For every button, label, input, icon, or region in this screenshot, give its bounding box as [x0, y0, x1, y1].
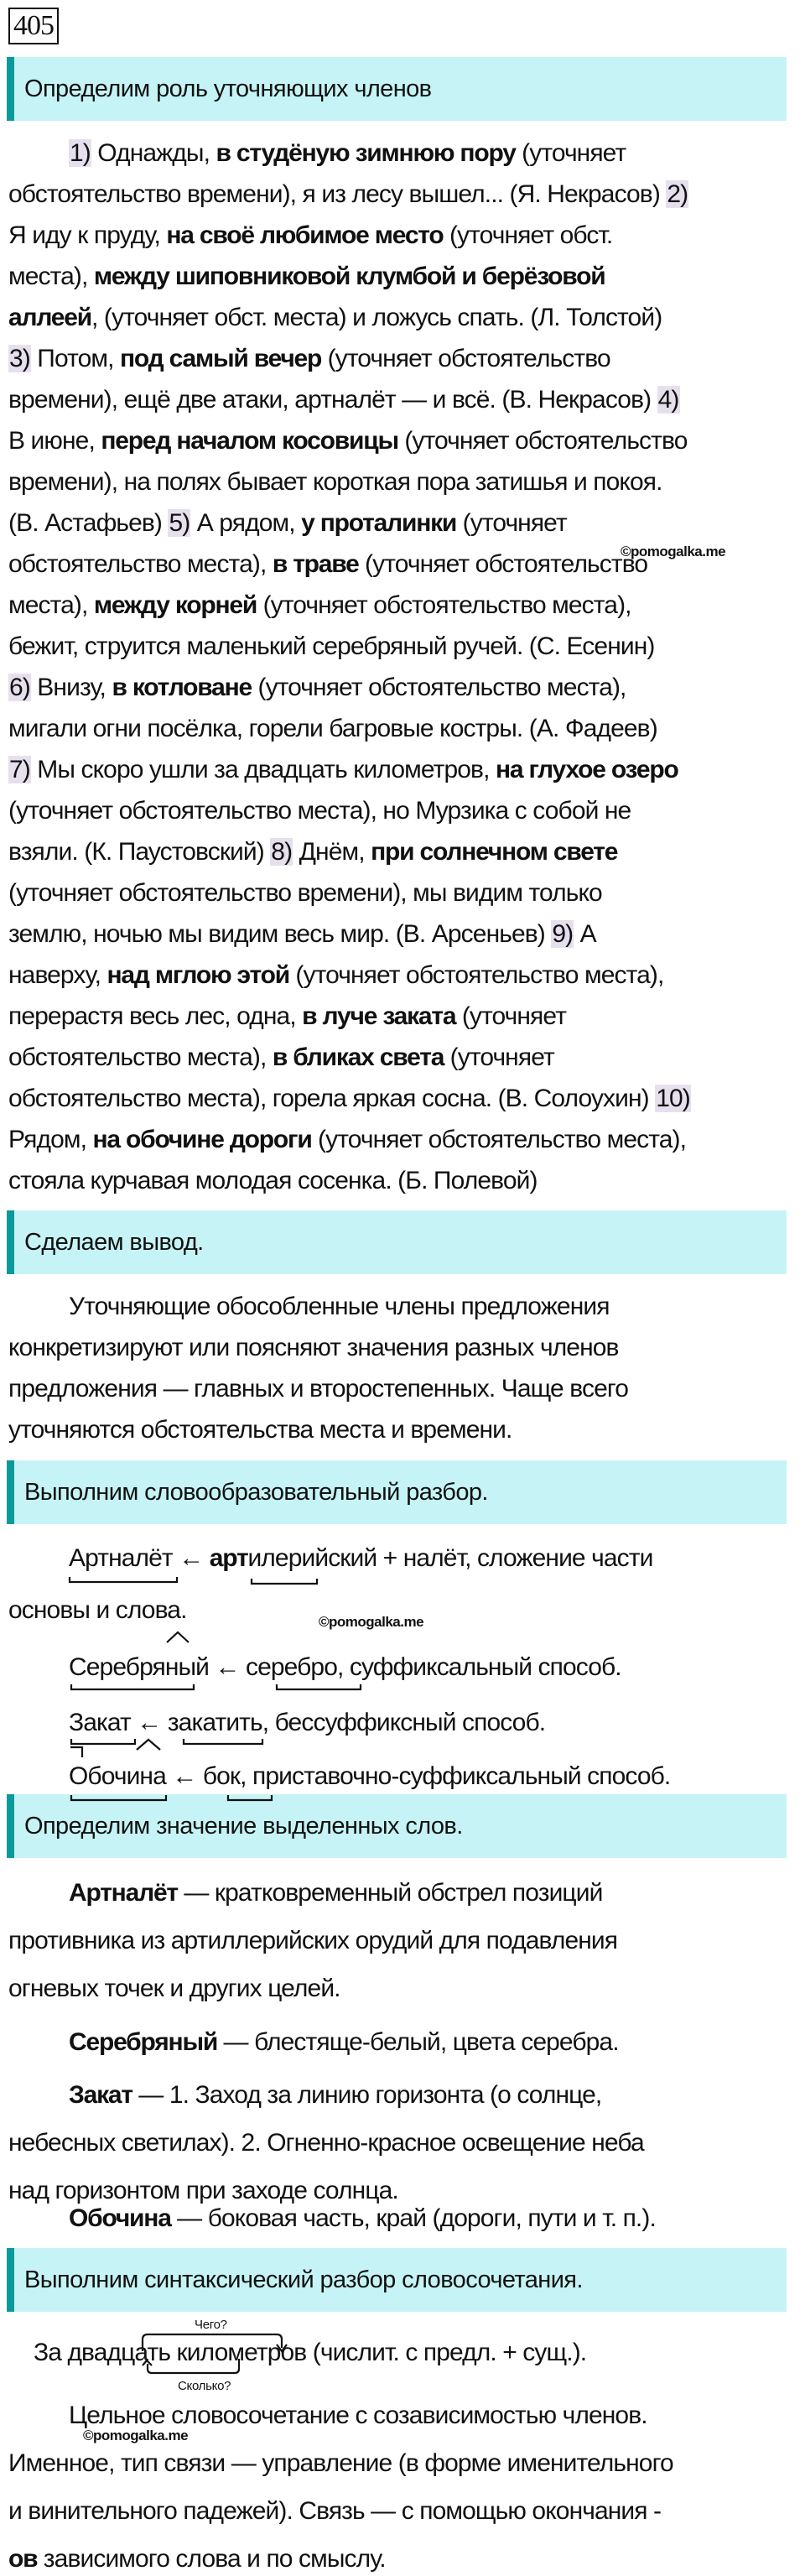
text-run: обстоятельство времени), я из лесу вышел... (Я. Некрасов) — [8, 180, 667, 208]
text-run: предложения — главных и второстепенных. Чаще всего — [8, 1375, 629, 1402]
highlighted-phrase: аллеей — [8, 304, 92, 331]
text-line — [69, 2079, 601, 2112]
text-line — [8, 1372, 628, 1406]
text-line — [8, 794, 631, 828]
highlighted-phrase: Обочина — [69, 2204, 171, 2232]
highlighted-phrase: на своё любимое место — [166, 221, 444, 249]
section-header — [7, 1210, 787, 1274]
text-run: (уточняет обстоятельство места), — [288, 961, 664, 989]
highlighted-phrase: в траве — [272, 550, 359, 578]
text-run: (уточняет обстоятельство места), но Мурзика с собой не — [8, 797, 631, 825]
highlighted-phrase: перед началом косовицы — [101, 427, 398, 455]
root-mark-icon — [252, 1579, 317, 1584]
text-run: (уточняет обстоятельство места), — [252, 674, 626, 701]
watermark: ©pomogalka.me — [319, 1614, 424, 1630]
text-run: (уточняет — [444, 1043, 554, 1071]
text-line — [8, 2542, 386, 2576]
text-run: Закат ← закатить, бессуффиксный способ. — [69, 1709, 546, 1736]
text-line — [69, 1876, 602, 1910]
text-line — [8, 1000, 566, 1033]
text-line — [8, 301, 662, 335]
highlighted-phrase: в котловане — [112, 674, 252, 701]
highlighted-phrase: при солнечном свете — [371, 838, 618, 866]
highlighted-phrase: арт — [209, 1544, 248, 1572]
text-line — [8, 918, 596, 951]
text-line — [8, 2447, 673, 2480]
text-line — [8, 178, 688, 211]
text-run: мигали огни посёлка, горели багровые костры. (А. Фадеев) — [8, 715, 657, 742]
watermark: ©pomogalka.me — [83, 2428, 189, 2443]
highlighted-phrase: над мглою этой — [106, 961, 289, 989]
section-header — [7, 57, 787, 121]
text-run: зависимого слова и по смыслу. — [37, 2545, 386, 2573]
text-run: над горизонтом при заходе солнца. — [8, 2177, 398, 2204]
text-run: времени), ещё две атаки, артналёт — и всё. (В. Некрасов) — [8, 386, 657, 414]
text-run: (уточняет обстоятельство — [397, 427, 688, 455]
sentence-number: 1) — [70, 139, 91, 167]
suffix-mark-icon — [137, 1740, 160, 1750]
text-run: обстоятельство места), — [8, 550, 273, 578]
text-line — [8, 1041, 554, 1075]
text-run: (уточняет — [456, 509, 567, 537]
text-line — [8, 877, 602, 910]
text-line — [8, 1123, 686, 1157]
text-run: , (уточняет обст. места) и ложусь спать. (Л. Толстой) — [91, 304, 662, 331]
text-run: времени), на полях бывает короткая пора затишья и покоя. — [8, 468, 662, 496]
text-run: Обочина ← бок, приставочно-суффиксальный способ. — [69, 1762, 671, 1790]
text-run: За двадцать километров (числит. с предл. + сущ.). — [34, 2339, 587, 2366]
text-run: конкретизируют или поясняют значения разных членов — [8, 1334, 619, 1361]
text-line — [8, 1594, 187, 1627]
text-run: — 1. Заход за линию горизонта (о солнце, — [132, 2081, 602, 2109]
highlighted-phrase: под самый вечер — [119, 345, 322, 372]
highlighted-phrase: в луче заката — [302, 1002, 456, 1030]
text-run: Внизу, — [30, 674, 112, 701]
suffix-mark-icon — [167, 1632, 189, 1642]
text-run: и винительного падежей). Связь — с помощью окончания - — [8, 2497, 662, 2525]
text-run: Серебряный ← серебро, суффиксальный способ. — [69, 1653, 621, 1681]
text-line — [8, 1164, 538, 1198]
text-line — [34, 2336, 586, 2370]
text-run: Рядом, — [8, 1126, 93, 1153]
text-line — [8, 753, 678, 787]
text-line — [8, 507, 567, 540]
text-run: (уточняет обстоятельство — [358, 550, 648, 578]
text-run: Артналёт ← — [69, 1544, 210, 1572]
text-line — [69, 2026, 619, 2059]
highlighted-phrase: на обочине дороги — [92, 1126, 312, 1153]
highlighted-phrase: ов — [8, 2545, 38, 2573]
task-number: 405 — [8, 8, 59, 44]
text-run: Потом, — [30, 345, 120, 372]
text-run: основы и слова. — [8, 1596, 187, 1624]
text-run: взяли. (К. Паустовский) — [8, 838, 271, 866]
text-run: илерийский + налёт, сложение части — [247, 1544, 653, 1572]
section-header-title: Определим роль уточняющих членов — [24, 75, 432, 102]
text-line — [8, 671, 626, 705]
text-run: — кратковременный обстрел позиций — [177, 1879, 603, 1907]
text-line — [8, 424, 687, 458]
text-line — [8, 712, 657, 746]
text-run: Однажды, — [91, 139, 216, 167]
text-line — [8, 1413, 512, 1447]
highlighted-phrase: на глухое озеро — [495, 756, 678, 783]
highlighted-phrase: Артналёт — [69, 1879, 178, 1907]
text-run: Цельное словосочетание с созависимостью членов. — [69, 2402, 647, 2429]
highlighted-phrase: Серебряный — [69, 2028, 218, 2056]
text-run: уточняются обстоятельства места и времени. — [8, 1416, 512, 1444]
text-run: (уточняет — [455, 1002, 567, 1030]
question-top-label: Чего? — [195, 2318, 227, 2332]
text-line — [8, 260, 605, 294]
text-run: А рядом, — [190, 509, 302, 537]
watermark: ©pomogalka.me — [621, 544, 726, 559]
text-run: Днём, — [293, 838, 371, 866]
text-run: стояла курчавая молодая сосенка. (Б. Полевой) — [8, 1167, 538, 1194]
text-line — [8, 548, 647, 581]
text-run: места), — [8, 263, 94, 290]
section-header — [7, 1460, 787, 1524]
text-line — [69, 1542, 652, 1575]
text-line — [69, 137, 626, 170]
root-mark-icon — [70, 1577, 177, 1582]
highlighted-phrase: в бликах света — [272, 1043, 444, 1071]
text-line — [8, 383, 680, 417]
text-line — [8, 1924, 617, 1958]
highlighted-phrase: между корней — [93, 591, 257, 619]
text-line — [8, 835, 617, 869]
text-line — [8, 342, 610, 376]
stem-mark-icon — [71, 1684, 194, 1689]
prefix-mark-icon — [70, 1747, 82, 1757]
section-header-title: Определим значение выделенных слов. — [24, 1813, 463, 1840]
text-run: (уточняет обстоятельство — [321, 345, 610, 372]
text-run: землю, ночью мы видим весь мир. (В. Арсеньев) — [8, 920, 552, 948]
text-run: Я иду к пруду, — [8, 221, 167, 249]
highlighted-phrase: у проталинки — [301, 509, 457, 537]
text-line — [8, 1331, 619, 1365]
text-run: В июне, — [8, 427, 101, 455]
text-run: — боковая часть, край (дороги, пути и т. п.). — [170, 2204, 656, 2232]
text-run: (уточняет обстоятельство места), — [311, 1126, 687, 1153]
text-line — [8, 219, 612, 252]
text-line — [69, 2202, 656, 2235]
sentence-number: 2) — [667, 180, 688, 208]
text-run: огневых точек и других целей. — [8, 1975, 340, 2002]
text-run: бежит, струится маленький серебряный ручей. (С. Есенин) — [8, 632, 655, 660]
text-line — [8, 2126, 644, 2160]
section-header-title: Сделаем вывод. — [24, 1229, 204, 1256]
section-header — [7, 2248, 787, 2312]
text-run: А — [574, 920, 596, 948]
text-run: (уточняет обстоятельство места), — [257, 591, 631, 619]
text-run: места), — [8, 591, 94, 619]
question-bottom-label: Сколько? — [178, 2379, 231, 2393]
text-line — [8, 959, 663, 992]
sentence-number: 10) — [656, 1085, 690, 1112]
section-header — [7, 1794, 787, 1858]
text-run: наверху, — [8, 961, 107, 989]
text-run: противника из артиллерийских орудий для подавления — [8, 1927, 618, 1954]
text-line — [69, 1290, 610, 1324]
text-line — [69, 1651, 621, 1684]
text-line — [8, 2495, 661, 2528]
text-run: небесных светилах). 2. Огненно-красное освещение неба — [8, 2129, 644, 2157]
text-run: обстоятельство места), горела яркая сосна. (В. Солоухин) — [8, 1085, 656, 1112]
sentence-number: 9) — [552, 920, 574, 948]
text-line — [8, 1082, 691, 1116]
text-run: Уточняющие обособленные члены предложения — [69, 1293, 610, 1320]
highlighted-phrase: между шиповниковой клумбой и берёзовой — [93, 263, 605, 290]
stem-mark-icon — [277, 1684, 361, 1689]
text-run: (уточняет обст. — [443, 221, 613, 249]
text-line — [8, 466, 662, 499]
highlighted-phrase: в студёную зимнюю пору — [216, 139, 516, 167]
text-run: (уточняет обстоятельство времени), мы видим только — [8, 879, 602, 907]
sentence-number: 3) — [9, 345, 30, 372]
text-run: обстоятельство места), — [8, 1043, 273, 1071]
text-line — [8, 1972, 340, 2006]
section-header-title: Выполним синтаксический разбор словосочетания. — [24, 2266, 583, 2293]
sentence-number: 8) — [271, 838, 293, 866]
sentence-number: 4) — [657, 386, 679, 414]
text-run: — блестяще-белый, цвета серебра. — [217, 2028, 619, 2056]
text-line — [69, 1706, 545, 1740]
text-run: Мы скоро ушли за двадцать километров, — [30, 756, 496, 783]
text-line — [8, 630, 654, 664]
sentence-number: 7) — [9, 756, 30, 783]
section-header-title: Выполним словообразовательный разбор. — [24, 1479, 488, 1506]
sentence-number: 5) — [169, 509, 190, 537]
sentence-number: 6) — [9, 674, 30, 701]
text-run: (В. Астафьев) — [8, 509, 169, 537]
text-line — [69, 1760, 670, 1793]
text-line — [8, 589, 631, 622]
text-run: Именное, тип связи — управление (в форме именительного — [8, 2449, 673, 2477]
highlighted-phrase: Закат — [69, 2081, 132, 2109]
text-run: перерастя весь лес, одна, — [8, 1002, 303, 1030]
text-run: (уточняет — [515, 139, 626, 167]
